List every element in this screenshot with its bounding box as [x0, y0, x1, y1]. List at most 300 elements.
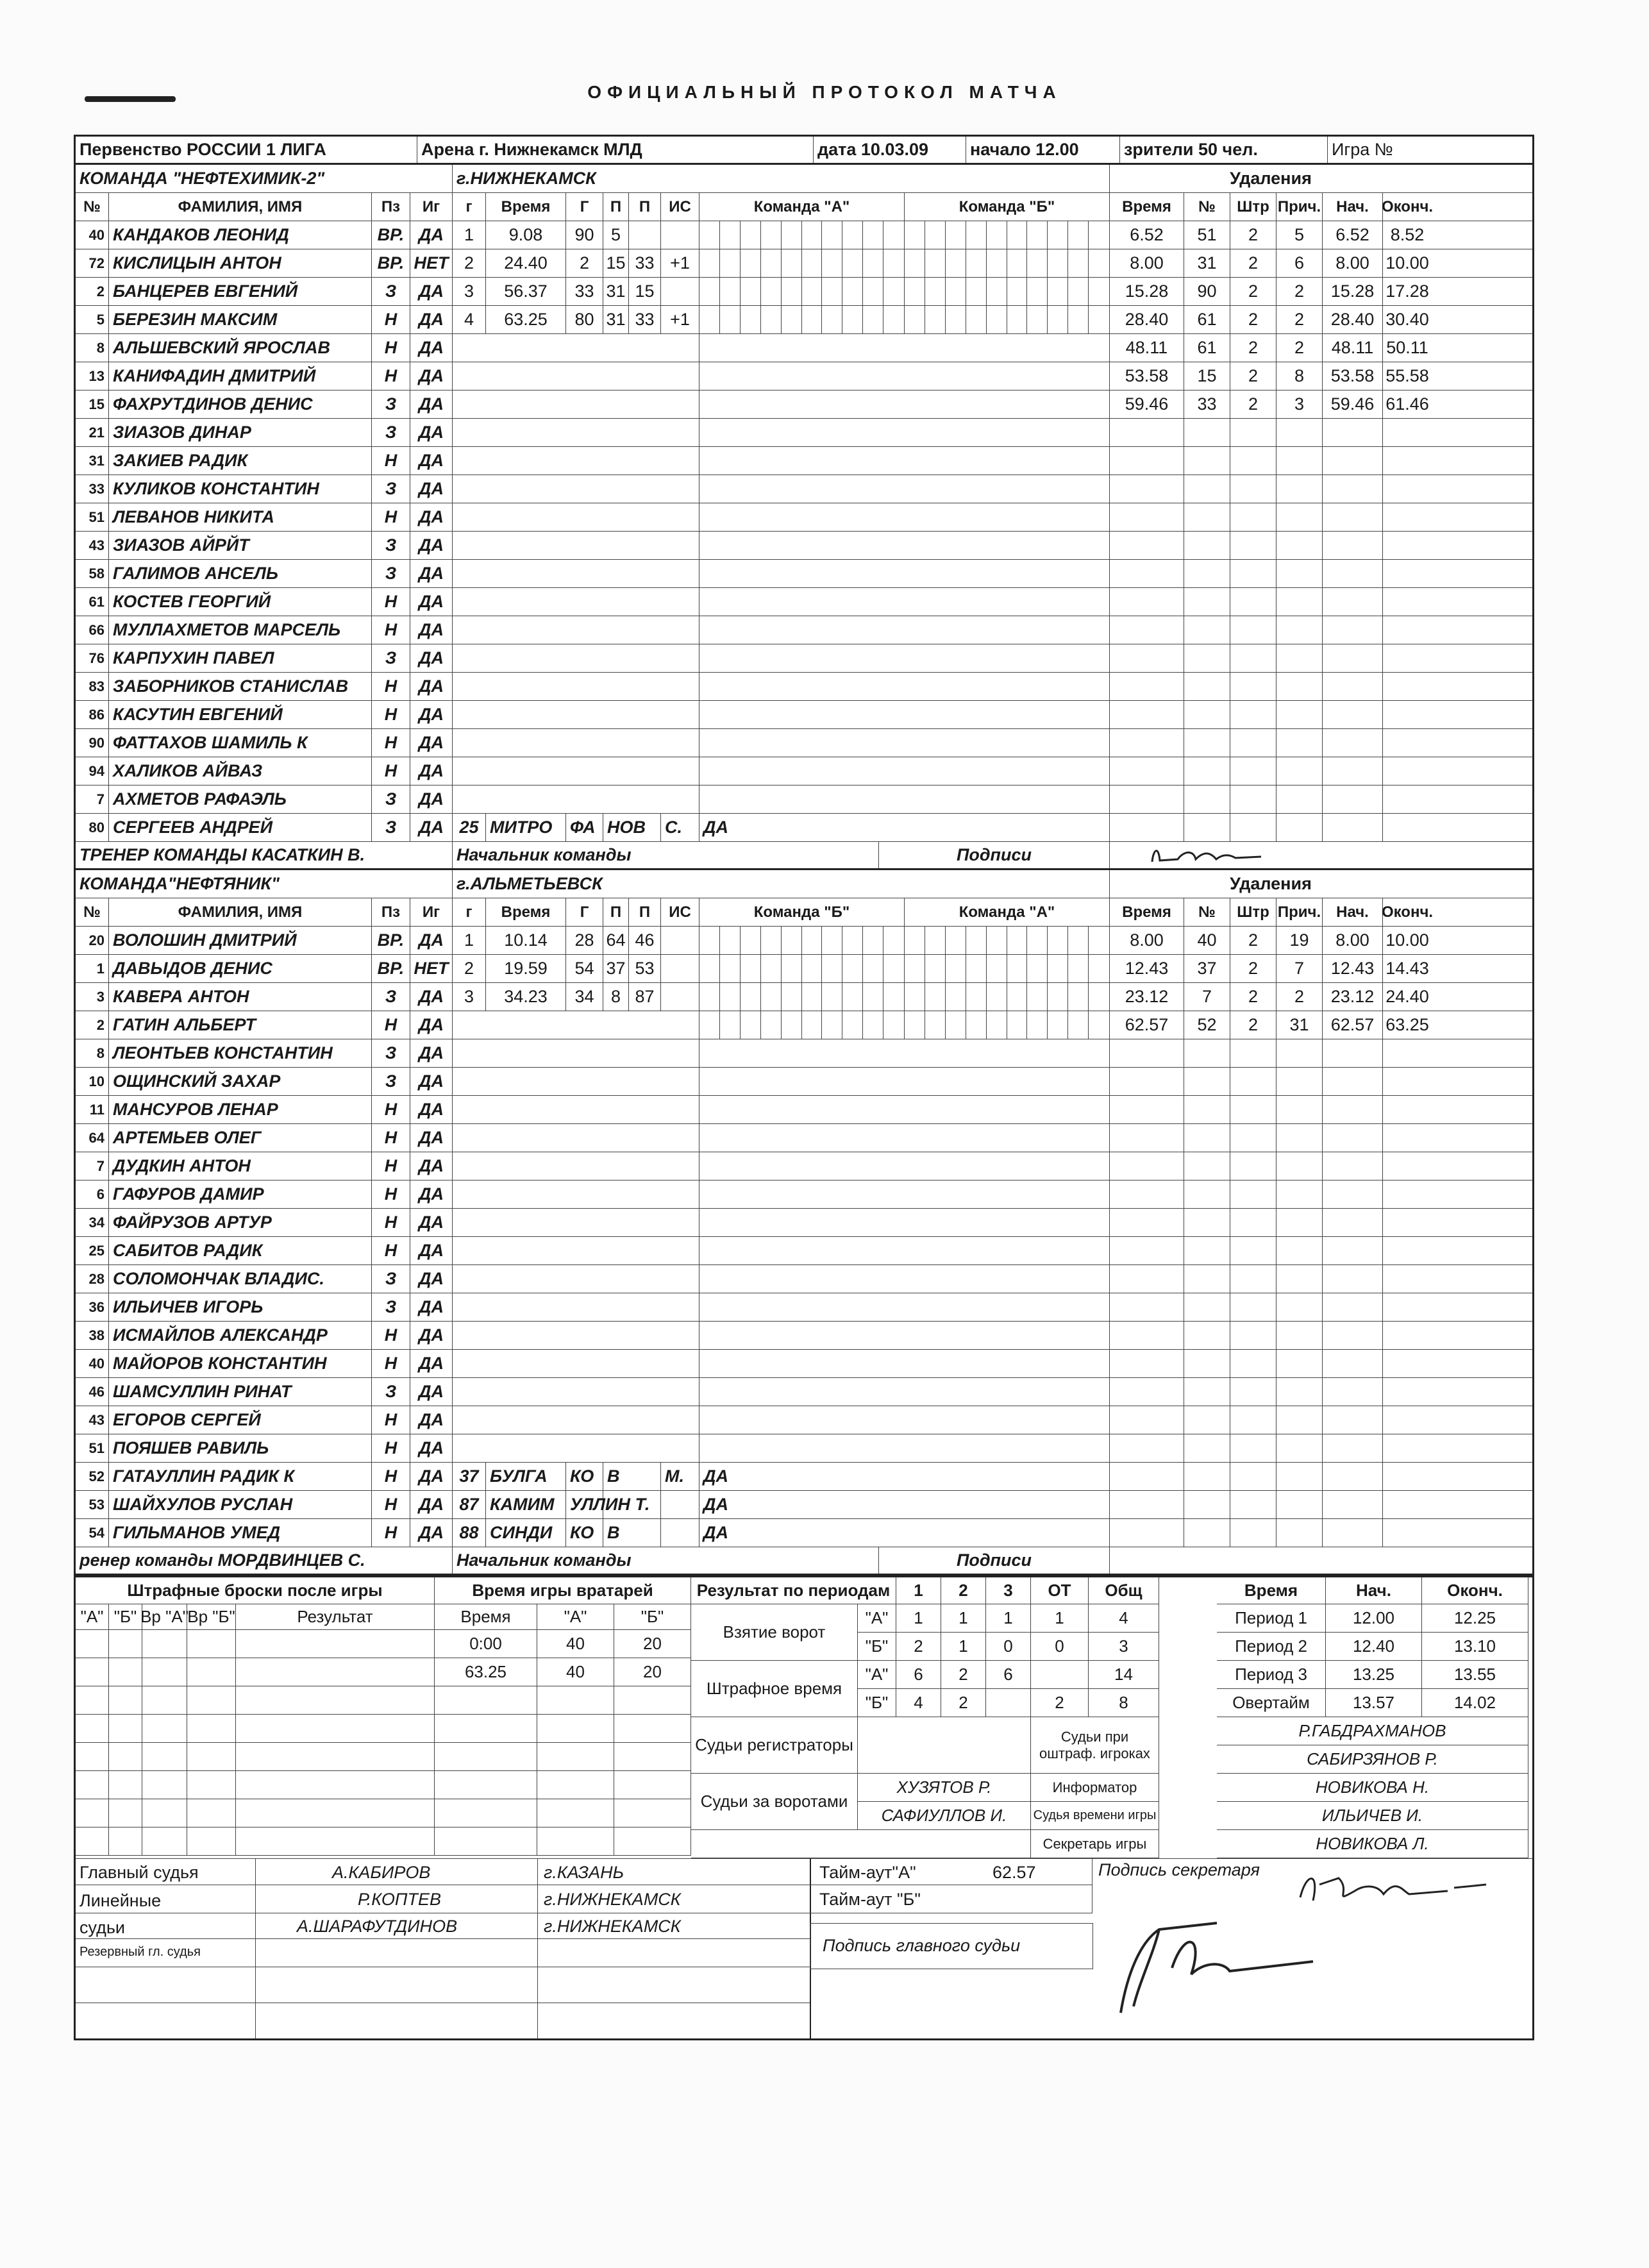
goal-g	[453, 419, 486, 446]
penalty-pe	[1383, 1180, 1432, 1208]
col-header-g: Г	[566, 898, 603, 926]
goalie-cell	[435, 1686, 537, 1715]
box-cell	[1048, 955, 1068, 982]
box-cell	[761, 306, 782, 333]
box-cell	[905, 927, 925, 954]
shootout-cell	[76, 1686, 109, 1715]
player-name: АРТЕМЬЕВ ОЛЕГ	[109, 1124, 372, 1152]
penalty-ps: 2	[1230, 927, 1277, 954]
player-name: ЗИАЗОВ АЙРЙТ	[109, 532, 372, 559]
player-row	[76, 1011, 1532, 1039]
goal-g	[566, 1180, 603, 1208]
team-box-empty	[699, 391, 1110, 418]
penalty-judges-label: Судьи при оштраф. игроках	[1031, 1717, 1159, 1774]
goal-p2	[629, 1434, 661, 1462]
goal-is	[661, 701, 699, 728]
penalty-pt	[1110, 588, 1184, 616]
penalty-pn	[1184, 503, 1230, 531]
extra-number: 87	[453, 1491, 486, 1518]
player-played: ДА	[410, 306, 453, 333]
player-position: З	[372, 1378, 410, 1406]
penalty-pn: 51	[1184, 221, 1230, 249]
penalty-pn	[1184, 1209, 1230, 1236]
player-played: ДА	[410, 1039, 453, 1067]
player-name: АХМЕТОВ РАФАЭЛЬ	[109, 785, 372, 813]
goalie-row	[435, 1771, 691, 1799]
linesmen-label-2: судьи	[80, 1918, 126, 1937]
penalty-pt	[1110, 447, 1184, 475]
box-cell	[822, 1011, 842, 1039]
goal-time	[486, 391, 566, 418]
pim-value: 14	[1089, 1661, 1159, 1689]
box-cell	[802, 306, 823, 333]
goal-p	[603, 1350, 629, 1377]
shootout-cell	[187, 1799, 236, 1827]
goal-p	[603, 419, 629, 446]
box-cell	[946, 278, 966, 305]
player-name: КАСУТИН ЕВГЕНИЙ	[109, 701, 372, 728]
penalty-pst	[1323, 1350, 1383, 1377]
box-cell	[863, 278, 883, 305]
player-row	[76, 560, 1532, 588]
goal-p2	[629, 1350, 661, 1377]
player-number: 80	[76, 814, 109, 841]
player-position: Н	[372, 616, 410, 644]
player-row	[76, 1124, 1532, 1152]
main-ref-signature	[1101, 1917, 1396, 2022]
player-played: ДА	[410, 278, 453, 305]
shootout-cell	[109, 1799, 142, 1827]
penalty-ps	[1230, 673, 1277, 700]
penalty-pr	[1277, 616, 1323, 644]
box-cell	[1007, 306, 1028, 333]
team-box-empty	[699, 785, 1110, 813]
penalty-ps	[1230, 1124, 1277, 1152]
league: Первенство РОССИИ 1 ЛИГА	[76, 137, 417, 163]
goalie-cell: 40	[537, 1630, 614, 1658]
goal-p: 15	[603, 249, 629, 277]
penalty-pe	[1383, 588, 1432, 616]
player-row	[76, 278, 1532, 306]
goal-is: +1	[661, 249, 699, 277]
player-number: 58	[76, 560, 109, 587]
col-header-is: ИС	[661, 193, 699, 221]
goals-value: 4	[1089, 1604, 1159, 1633]
goalie-cell	[537, 1771, 614, 1799]
penalty-ps	[1230, 1237, 1277, 1264]
goal-g	[453, 362, 486, 390]
box-cell	[1027, 1011, 1048, 1039]
box-cell	[1048, 927, 1068, 954]
penalty-pt: 6.52	[1110, 221, 1184, 249]
goalie-cell	[614, 1686, 691, 1715]
goals-value: 2	[896, 1633, 941, 1661]
goal-g: 3	[453, 983, 486, 1011]
goal-p2: 15	[629, 278, 661, 305]
team-chief-label: Начальник команды	[453, 842, 879, 868]
team-a-box	[699, 221, 905, 249]
secretary-signature	[1294, 1865, 1499, 1913]
player-played: ДА	[410, 560, 453, 587]
team-city: г.АЛЬМЕТЬЕВСК	[453, 870, 1110, 898]
penalty-pt	[1110, 1463, 1184, 1490]
player-row	[76, 729, 1532, 757]
penalty-pt	[1110, 1378, 1184, 1406]
penalty-pt	[1110, 673, 1184, 700]
player-played: ДА	[410, 391, 453, 418]
goal-p2	[629, 1011, 661, 1039]
penalty-pst	[1323, 1322, 1383, 1349]
box-cell	[761, 955, 782, 982]
time-row	[1217, 1689, 1528, 1717]
player-row	[76, 1322, 1532, 1350]
player-name: МУЛЛАХМЕТОВ МАРСЕЛЬ	[109, 616, 372, 644]
penalty-pn	[1184, 1350, 1230, 1377]
time-cell: 12.25	[1422, 1604, 1528, 1633]
goal-g	[566, 1096, 603, 1123]
main-ref-name: А.КАБИРОВ	[332, 1863, 431, 1882]
goal-p	[603, 1293, 629, 1321]
box-cell	[1007, 955, 1028, 982]
player-played: ДА	[410, 1124, 453, 1152]
goal-time	[486, 757, 566, 785]
box-cell	[720, 1011, 741, 1039]
period-col: 2	[941, 1577, 986, 1604]
shootout-cell	[236, 1715, 435, 1743]
player-row	[76, 249, 1532, 278]
extra-initial	[661, 1491, 699, 1518]
shootout-col: Вр "Б"	[187, 1604, 236, 1630]
goal-time	[486, 1068, 566, 1095]
penalty-pt	[1110, 532, 1184, 559]
penalty-pt	[1110, 1068, 1184, 1095]
player-row	[76, 1039, 1532, 1068]
pim-block	[691, 1661, 1217, 1717]
player-row	[76, 1434, 1532, 1463]
goal-g: 90	[566, 221, 603, 249]
goal-p	[603, 644, 629, 672]
col-header-team-a: Команда "Б"	[699, 898, 905, 926]
goal-g	[566, 616, 603, 644]
penalty-pe: 10.00	[1385, 930, 1429, 950]
player-name: КОСТЕВ ГЕОРГИЙ	[109, 588, 372, 616]
box-cell	[802, 927, 823, 954]
player-number: 43	[76, 532, 109, 559]
goal-p	[603, 1096, 629, 1123]
goal-is	[661, 503, 699, 531]
penalty-ps	[1230, 1152, 1277, 1180]
penalty-pe: 30.40	[1385, 310, 1429, 329]
box-cell	[720, 249, 741, 277]
box-cell	[987, 955, 1007, 982]
penalty-pst: 8.00	[1323, 927, 1383, 954]
team-box-empty	[699, 1237, 1110, 1264]
penalty-pe	[1383, 419, 1432, 446]
goal-g	[566, 1011, 603, 1039]
goal-g	[453, 1434, 486, 1462]
player-position: З	[372, 419, 410, 446]
player-row	[76, 1519, 1532, 1547]
shootout-cell	[236, 1743, 435, 1771]
pim-value: 6	[986, 1661, 1031, 1689]
goalie-row	[435, 1827, 691, 1856]
box-cell	[741, 955, 761, 982]
penalty-pt	[1110, 1180, 1184, 1208]
box-cell	[761, 278, 782, 305]
player-played: ДА	[410, 419, 453, 446]
goal-g	[453, 1350, 486, 1377]
penalty-pe	[1383, 532, 1432, 559]
goal-p2	[629, 588, 661, 616]
goal-time	[486, 1039, 566, 1067]
goal-is	[661, 1293, 699, 1321]
team-b-box	[905, 1011, 1110, 1039]
box-cell	[1068, 306, 1089, 333]
penalty-pe	[1383, 447, 1432, 475]
team-b-box	[905, 955, 1110, 982]
game-number: Игра №	[1332, 140, 1393, 159]
penalty-pe	[1383, 1519, 1432, 1547]
goal-p2	[629, 560, 661, 587]
coach-row	[76, 1547, 1532, 1575]
penalties-title: Удаления	[1230, 169, 1312, 188]
player-played: ДА	[410, 1406, 453, 1434]
box-cell	[987, 306, 1007, 333]
penalty-pe: 63.25	[1385, 1015, 1429, 1034]
player-position: Н	[372, 1463, 410, 1490]
goal-is	[661, 729, 699, 757]
period-results-grid	[691, 1577, 1217, 1858]
box-cell	[966, 955, 987, 982]
extra-played: ДА	[699, 1519, 1110, 1547]
goal-p2	[629, 1237, 661, 1264]
box-cell	[1027, 983, 1048, 1011]
player-played: ДА	[410, 729, 453, 757]
pen-header-ps: Штр	[1230, 898, 1277, 926]
shootout-cell	[187, 1771, 236, 1799]
team-box-empty	[699, 1293, 1110, 1321]
goal-p2	[629, 1124, 661, 1152]
player-position: З	[372, 532, 410, 559]
box-cell	[1048, 306, 1068, 333]
reserve-ref-label: Резервный гл. судья	[80, 1945, 201, 1959]
player-played: ДА	[410, 1096, 453, 1123]
goal-p2: 53	[629, 955, 661, 982]
shootout-header-row	[76, 1604, 435, 1630]
goalie-col: Время	[435, 1604, 537, 1630]
player-position: З	[372, 1265, 410, 1293]
goal-is	[661, 1378, 699, 1406]
penalty-pr	[1277, 1378, 1323, 1406]
player-played: ДА	[410, 1265, 453, 1293]
goal-p2	[629, 1209, 661, 1236]
box-cell	[782, 221, 802, 249]
arena: Арена г. Нижнекамск МЛД	[417, 137, 814, 163]
goal-is	[661, 616, 699, 644]
penalty-pr	[1277, 1152, 1323, 1180]
penalty-pt	[1110, 503, 1184, 531]
penalty-ps: 2	[1230, 278, 1277, 305]
player-number: 8	[76, 334, 109, 362]
penalty-pr	[1277, 1491, 1323, 1518]
goal-time	[486, 1406, 566, 1434]
penalty-ps	[1230, 701, 1277, 728]
box-cell	[883, 249, 904, 277]
pim-value: 2	[941, 1661, 986, 1689]
goal-g	[566, 1237, 603, 1264]
penalty-pr: 2	[1277, 983, 1323, 1011]
goalie-time-block	[435, 1577, 691, 1858]
main-ref-city: г.КАЗАНЬ	[544, 1863, 624, 1882]
player-name: МАНСУРОВ ЛЕНАР	[109, 1096, 372, 1123]
goal-p: 31	[603, 278, 629, 305]
goal-is	[661, 391, 699, 418]
penalty-pe	[1383, 729, 1432, 757]
box-cell	[761, 983, 782, 1011]
penalty-pn	[1184, 1096, 1230, 1123]
player-position: Н	[372, 701, 410, 728]
team-box-empty	[699, 1434, 1110, 1462]
box-cell	[699, 278, 720, 305]
goalie-cell: 0:00	[435, 1630, 537, 1658]
penalty-pr	[1277, 673, 1323, 700]
player-number: 86	[76, 701, 109, 728]
penalty-pst: 6.52	[1323, 221, 1383, 249]
penalty-pe: 55.58	[1385, 366, 1429, 385]
player-number: 2	[76, 278, 109, 305]
pim-side: "А"	[858, 1661, 896, 1689]
box-cell	[905, 955, 925, 982]
player-row	[76, 1491, 1532, 1519]
penalty-pe	[1383, 560, 1432, 587]
goal-is	[661, 1011, 699, 1039]
penalty-pst	[1323, 1378, 1383, 1406]
box-cell	[883, 983, 904, 1011]
shootout-block	[76, 1577, 435, 1858]
penalty-pe	[1383, 1039, 1432, 1067]
box-cell	[1089, 955, 1109, 982]
goal-time	[486, 1322, 566, 1349]
penalty-pst	[1323, 1491, 1383, 1518]
col-header-p2: П	[629, 193, 661, 221]
goal-g	[453, 644, 486, 672]
goal-g	[566, 1434, 603, 1462]
goal-g	[566, 1068, 603, 1095]
goal-g: 80	[566, 306, 603, 333]
shootout-cell	[142, 1799, 187, 1827]
player-number: 83	[76, 673, 109, 700]
player-row	[76, 1378, 1532, 1406]
team-a-box	[699, 306, 905, 333]
team-a-box	[699, 983, 905, 1011]
box-cell	[1007, 249, 1028, 277]
main-ref-sign-box	[810, 1923, 1093, 1969]
box-cell	[863, 927, 883, 954]
penalty-ps: 2	[1230, 221, 1277, 249]
player-played: ДА	[410, 701, 453, 728]
extra-played: ДА	[699, 1463, 1110, 1490]
times-header-row	[1217, 1577, 1528, 1604]
player-position: Н	[372, 1180, 410, 1208]
match-date: дата 10.03.09	[814, 137, 966, 163]
penalty-ps	[1230, 475, 1277, 503]
goals-value: 1	[1031, 1604, 1089, 1633]
penalty-ps: 2	[1230, 334, 1277, 362]
box-cell	[863, 1011, 883, 1039]
goalie-row	[435, 1630, 691, 1658]
box-cell	[1048, 983, 1068, 1011]
penalty-pn	[1184, 1293, 1230, 1321]
team-box-empty	[699, 475, 1110, 503]
player-position: ВР.	[372, 955, 410, 982]
penalty-pt	[1110, 1237, 1184, 1264]
box-cell	[782, 927, 802, 954]
box-cell	[720, 306, 741, 333]
pim-value	[1031, 1661, 1089, 1689]
team-name-row	[76, 870, 1532, 898]
box-cell	[741, 1011, 761, 1039]
goal-g	[453, 1209, 486, 1236]
player-played: ДА	[410, 1293, 453, 1321]
penalty-ps	[1230, 1406, 1277, 1434]
penalty-pt	[1110, 1406, 1184, 1434]
box-cell	[1089, 278, 1109, 305]
goals-row	[858, 1604, 1159, 1633]
penalty-pt: 8.00	[1110, 927, 1184, 954]
box-cell	[883, 927, 904, 954]
penalty-pn	[1184, 785, 1230, 813]
signature-area	[1110, 842, 1432, 868]
box-cell	[842, 221, 863, 249]
goals-side: "А"	[858, 1604, 896, 1633]
penalty-ps: 2	[1230, 391, 1277, 418]
player-position: Н	[372, 447, 410, 475]
goal-g	[566, 588, 603, 616]
pen-header-pe: Оконч.	[1381, 903, 1434, 921]
goalie-cell	[435, 1827, 537, 1856]
penalty-pt: 62.57	[1110, 1011, 1184, 1039]
player-row	[76, 447, 1532, 475]
penalty-pr	[1277, 814, 1323, 841]
goal-p2	[629, 1293, 661, 1321]
penalty-pst	[1323, 644, 1383, 672]
goal-p	[603, 1265, 629, 1293]
goal-p: 64	[603, 927, 629, 954]
box-cell	[741, 278, 761, 305]
time-col: Оконч.	[1422, 1577, 1528, 1604]
player-row	[76, 983, 1532, 1011]
box-cell	[720, 983, 741, 1011]
goal-is	[661, 1152, 699, 1180]
player-number: 8	[76, 1039, 109, 1067]
player-played: ДА	[410, 927, 453, 954]
player-number: 2	[76, 1011, 109, 1039]
box-cell	[946, 1011, 966, 1039]
shootout-cell	[142, 1827, 187, 1856]
goal-time	[486, 1434, 566, 1462]
player-name: СЕРГЕЕВ АНДРЕЙ	[109, 814, 372, 841]
shootout-cell	[187, 1743, 236, 1771]
box-cell	[802, 955, 823, 982]
player-name: ВОЛОШИН ДМИТРИЙ	[109, 927, 372, 954]
player-played: ДА	[410, 814, 453, 841]
penalty-pe	[1383, 1209, 1432, 1236]
extra-name-2: УЛЛИН Т.	[566, 1491, 603, 1518]
goal-g	[453, 729, 486, 757]
main-ref-signature-svg	[1101, 1917, 1396, 2019]
official-name-row	[1217, 1802, 1528, 1830]
team-box-empty	[699, 560, 1110, 587]
